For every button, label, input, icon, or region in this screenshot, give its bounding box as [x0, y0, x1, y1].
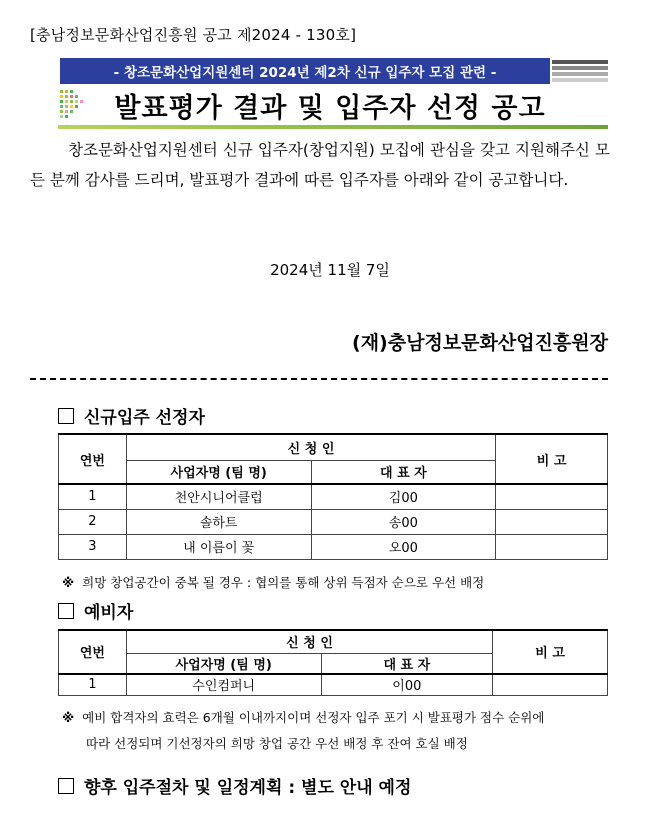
note-text-line1: 예비 합격자의 효력은 6개월 이내까지이며 선정자 입주 포기 시 발표평가 점수 순위에 [82, 710, 545, 725]
decorative-stripes [552, 60, 608, 82]
page-title: 발표평가 결과 및 입주자 선정 공고 [114, 93, 546, 124]
cell-company: 내 이름이 꽃 [126, 534, 311, 559]
cell-no: 1 [59, 484, 127, 509]
subtitle-text: - 창조문화산업지원센터 2024년 제2차 신규 입주자 모집 관련 - [113, 65, 497, 81]
subtitle-banner [60, 58, 550, 84]
reserve-note [62, 705, 544, 757]
reserve-candidates-table [58, 629, 608, 696]
checkbox-square-icon [58, 778, 74, 794]
section-heading-schedule [58, 773, 411, 798]
cell-note [493, 674, 608, 696]
cell-no: 1 [59, 674, 127, 696]
col-header-note: 비 고 [496, 434, 608, 484]
note-mark: ※ [62, 710, 75, 725]
col-header-rep: 대 표 자 [311, 460, 496, 484]
notice-reference: [충남정보문화산업진흥원 공고 제2024 - 130호] [30, 26, 357, 44]
table-row [59, 534, 608, 559]
intro-paragraph [30, 135, 610, 195]
col-header-note: 비 고 [493, 630, 608, 674]
divider [30, 378, 608, 380]
cell-rep: 오00 [311, 534, 496, 559]
title-underline [58, 125, 608, 129]
checkbox-square-icon [58, 408, 74, 424]
note-mark: ※ [62, 575, 75, 590]
selection-note [62, 570, 484, 596]
section-heading-text: 신규입주 선정자 [84, 408, 205, 428]
cell-rep: 김00 [311, 484, 496, 509]
col-header-no: 연번 [59, 434, 127, 484]
section-heading-text: 예비자 [84, 603, 134, 623]
cell-no: 3 [59, 534, 127, 559]
table-row [59, 674, 608, 696]
cell-rep: 송00 [311, 509, 496, 534]
section-heading-text: 향후 입주절차 및 일정계획 : 별도 안내 예정 [84, 778, 412, 798]
col-header-applicant: 신 청 인 [126, 630, 492, 653]
selected-tenants-table [58, 433, 608, 560]
cell-company: 천안시니어클럽 [126, 484, 311, 509]
col-header-company: 사업자명 (팀 명) [126, 460, 311, 484]
checkbox-square-icon [58, 603, 74, 619]
table-row [59, 509, 608, 534]
cell-rep: 이00 [321, 674, 493, 696]
table-row [59, 484, 608, 509]
cell-note [496, 484, 608, 509]
section-heading-reserve [58, 598, 133, 623]
cell-note [496, 534, 608, 559]
cell-no: 2 [59, 509, 127, 534]
intro-text: 창조문화산업지원센터 신규 입주자(창업지원) 모집에 관심을 갖고 지원해주신 모든 분께 감사를 드리며, 발표평가 결과에 따른 입주자를 아래와 같이 공고합니다. [30, 141, 610, 189]
note-text: 희망 창업공간이 중복 될 경우 : 협의를 통해 상위 득점자 순으로 우선 배정 [82, 575, 485, 590]
cell-note [496, 509, 608, 534]
note-text-line2: 따라 선정되며 기선정자의 희망 창업 공간 우선 배정 후 잔여 호실 배정 [86, 736, 468, 751]
col-header-company: 사업자명 (팀 명) [126, 653, 321, 674]
col-header-applicant: 신 청 인 [126, 434, 495, 460]
col-header-rep: 대 표 자 [321, 653, 493, 674]
col-header-no: 연번 [59, 630, 127, 674]
cell-company: 솔하트 [126, 509, 311, 534]
section-heading-selected [58, 403, 205, 428]
issuer-name: (재)충남정보문화산업진흥원장 [352, 332, 608, 354]
cell-company: 수인컴퍼니 [126, 674, 321, 696]
notice-date: 2024년 11월 7일 [270, 261, 390, 279]
